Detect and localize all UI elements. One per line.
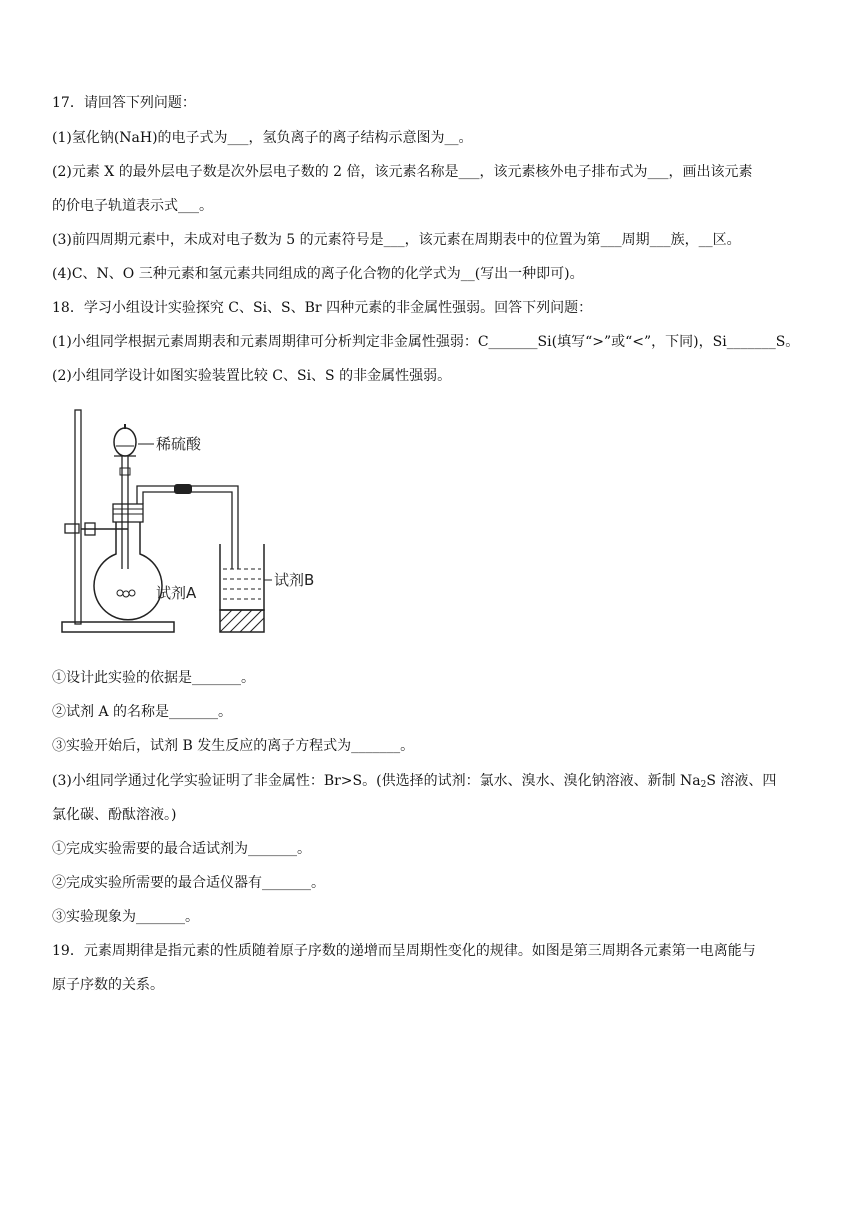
label-reagent-a: 试剂A [156,584,197,602]
question-18-sub-1: ①设计此实验的依据是_______。 [52,670,255,686]
subscript-two: 2 [700,780,707,790]
question-17-title: 17．请回答下列问题： [52,95,196,111]
experiment-apparatus-figure [58,404,315,640]
question-18-title: 18．学习小组设计实验探究 C、Si、S、Br 四种元素的非金属性强弱。回答下列问题： [52,300,593,316]
question-17-part-4: (4)C、N、O 三种元素和氢元素共同组成的离子化合物的化学式为__(写出一种即可)。 [52,266,584,282]
question-18-part-3-cont: 氯化碳、酚酞溶液。) [52,807,177,823]
question-18-part-3-sub-3: ③实验现象为_______。 [52,909,199,925]
question-18-part-3-sub-2: ②完成实验所需要的最合适仪器有_______。 [52,875,325,891]
question-18-sub-2: ②试剂 A 的名称是_______。 [52,704,233,720]
question-17-part-2-cont: 的价电子轨道表示式___。 [52,198,213,214]
question-19-cont: 原子序数的关系。 [52,977,164,993]
question-17-part-2: (2)元素 X 的最外层电子数是次外层电子数的 2 倍，该元素名称是___，该元素核外电子排布式为___，画出该元素 [52,164,753,180]
question-18-part-3-sub-1: ①完成实验需要的最合适试剂为_______。 [52,841,311,857]
label-dilute-sulfuric-acid: 稀硫酸 [156,435,202,453]
question-17-part-1: (1)氢化钠(NaH)的电子式为___，氢负离子的离子结构示意图为__。 [52,130,473,146]
question-18-part-3-text-b: S 溶液、四 [706,773,777,789]
question-19-title: 19．元素周期律是指元素的性质随着原子序数的递增而呈周期性变化的规律。如图是第三周期各元素第一电离能与 [52,943,756,959]
question-17-part-3: (3)前四周期元素中，未成对电子数为 5 的元素符号是___，该元素在周期表中的位置为第___周期___族，__区。 [52,232,741,248]
question-18-part-3-text-a: (3)小组同学通过化学实验证明了非金属性：Br>S。(供选择的试剂：氯水、溴水、溴化钠溶液、新制 Na [52,773,701,789]
question-18-sub-3: ③实验开始后，试剂 B 发生反应的离子方程式为_______。 [52,738,415,754]
label-reagent-b: 试剂B [274,571,315,589]
question-18-part-2: (2)小组同学设计如图实验装置比较 C、Si、S 的非金属性强弱。 [52,368,452,384]
question-18-part-1: (1)小组同学根据元素周期表和元素周期律可分析判定非金属性强弱：C_______Si(填写“>”或“<”，下同)，Si_______S。 [52,334,800,350]
question-18-part-3 [52,771,776,795]
